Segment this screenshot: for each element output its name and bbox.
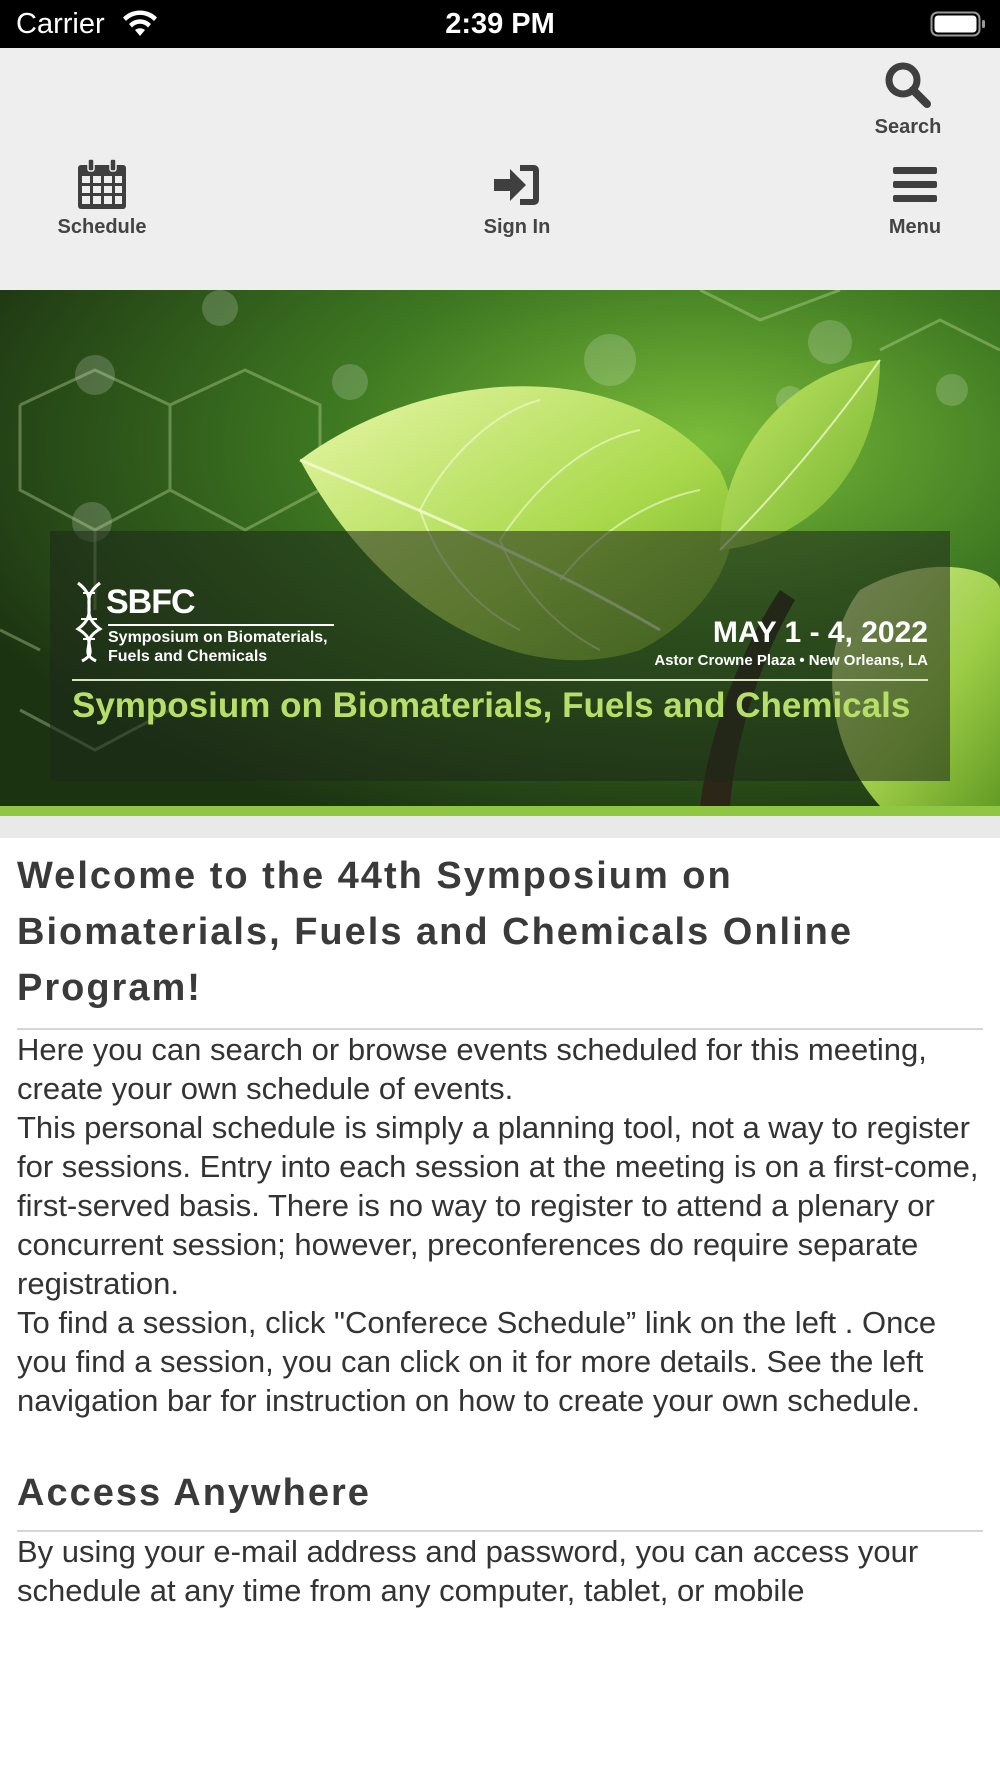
- clock-time: 2:39 PM: [445, 8, 555, 40]
- battery-icon: [930, 11, 986, 37]
- welcome-heading: Welcome to the 44th Symposium on Biomaterials, Fuels and Chemicals Online Program!: [17, 848, 983, 1030]
- search-label: Search: [874, 116, 942, 138]
- menu-button[interactable]: [875, 160, 955, 239]
- dna-logo-icon: [72, 581, 106, 663]
- schedule-button[interactable]: [52, 158, 152, 239]
- banner-divider: [72, 679, 928, 681]
- sbfc-subtitle-line2: Fuels and Chemicals: [108, 648, 268, 665]
- event-banner: [0, 290, 1000, 806]
- banner-title: Symposium on Biomaterials, Fuels and Chemicals: [72, 686, 911, 725]
- banner-spacer: [0, 816, 1000, 838]
- search-button[interactable]: [868, 60, 948, 139]
- sbfc-subtitle-line1: Symposium on Biomaterials,: [108, 629, 328, 646]
- calendar-icon: [77, 158, 127, 210]
- event-dates: MAY 1 - 4, 2022: [712, 616, 928, 649]
- status-bar: [0, 0, 1000, 48]
- sign-in-button[interactable]: [467, 160, 567, 239]
- sbfc-logo-subtitle: [108, 624, 334, 666]
- find-session-paragraph: To find a session, click "Conferece Schedule” link on the left . Once you find a session, you can click on it for more details. See the left navigation bar for instruction on how to create your own schedule.: [17, 1305, 937, 1418]
- event-venue: Astor Crowne Plaza • New Orleans, LA: [654, 652, 928, 669]
- sign-in-icon: [492, 160, 542, 210]
- personal-schedule-paragraph: This personal schedule is simply a planning tool, not a way to register for sessions. Entry into each session at the meeting is on a first-come, first-served basis. There is no way to register to attend a plenary or concurrent session; however, preconferences do require separate registration.: [17, 1110, 979, 1301]
- schedule-label: Schedule: [57, 216, 147, 238]
- sign-in-label: Sign In: [483, 216, 551, 238]
- banner-accent-strip: [0, 806, 1000, 816]
- carrier-label: Carrier: [16, 8, 105, 40]
- menu-label: Menu: [888, 216, 942, 238]
- top-toolbar: [0, 48, 1000, 290]
- main-content: [17, 848, 983, 1610]
- banner-info-box: [50, 531, 950, 781]
- intro-paragraph: Here you can search or browse events scheduled for this meeting, create your own schedule of events.: [17, 1032, 927, 1106]
- search-icon: [883, 60, 933, 110]
- hamburger-menu-icon: [891, 160, 939, 210]
- access-anywhere-heading: Access Anywhere: [17, 1468, 983, 1532]
- access-paragraph: By using your e-mail address and password, you can access your schedule at any time from any computer, tablet, or mobile: [17, 1534, 919, 1608]
- sbfc-logo-name: SBFC: [106, 583, 195, 621]
